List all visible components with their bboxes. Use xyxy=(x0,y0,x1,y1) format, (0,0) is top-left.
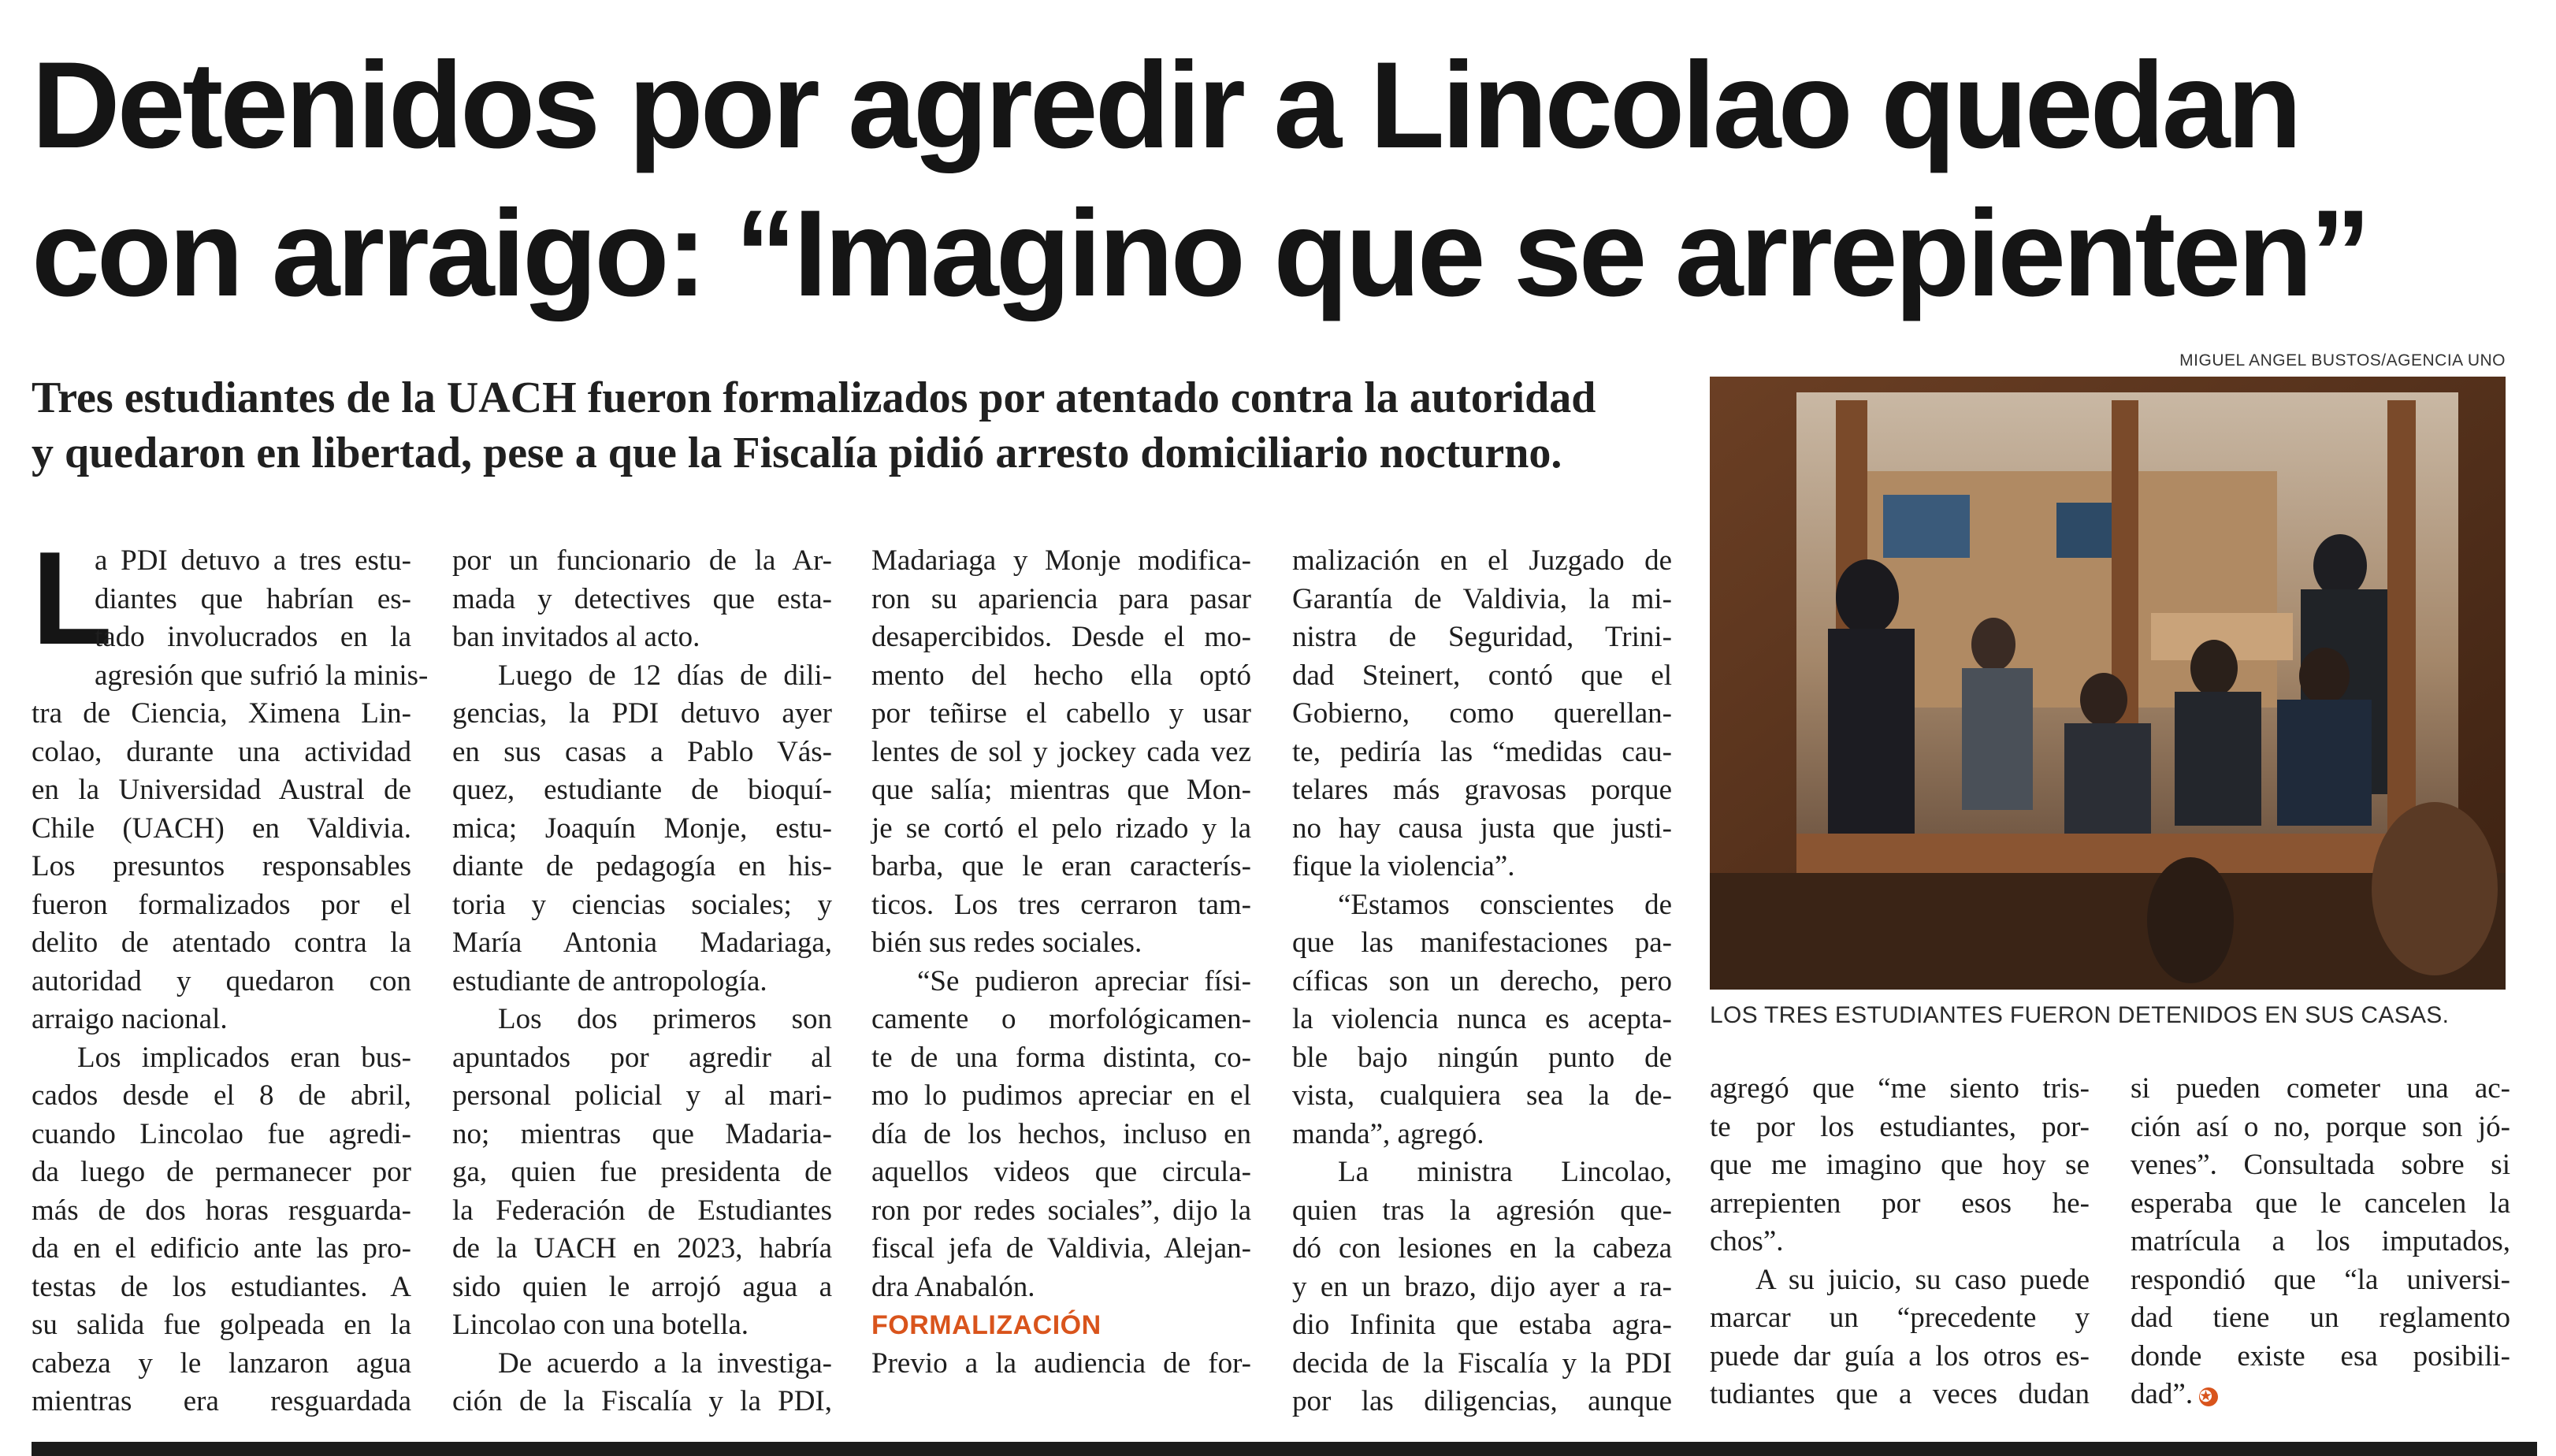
headline xyxy=(32,32,2537,328)
text-line: ron su apariencia para pasar xyxy=(871,582,1251,615)
text-line: desapercibidos. Desde el mo- xyxy=(871,621,1251,653)
text-line: Gobierno, como querellan- xyxy=(1292,697,1672,730)
text-line: por las diligencias, aunque xyxy=(1292,1385,1672,1417)
text-line: Previo a la audiencia de for- xyxy=(871,1346,1251,1380)
text-line: María Antonia Madariaga, xyxy=(452,927,832,959)
text-line: apuntados por agredir al xyxy=(452,1041,832,1074)
text-line: diante de pedagogía en his- xyxy=(452,850,832,882)
text-line: mientras era resguardada xyxy=(32,1385,411,1417)
text-line: camente o morfológicamen- xyxy=(871,1003,1251,1035)
text-line: Los presuntos responsables xyxy=(32,850,411,882)
text-line: que las manifestaciones pa- xyxy=(1292,927,1672,959)
text-line: cados desde el 8 de abril, xyxy=(32,1079,411,1112)
text-line: fiscal jefa de Valdivia, Alejan- xyxy=(871,1232,1251,1265)
text-line: aquellos videos que circula- xyxy=(871,1156,1251,1188)
headline-line-1: Detenidos por agredir a Lincolao quedan xyxy=(32,37,2299,174)
text-line: más de dos horas resguarda- xyxy=(32,1194,411,1227)
text-line: chos”. xyxy=(1710,1225,1784,1257)
text-line: Luego de 12 días de dili- xyxy=(498,659,832,692)
text-line: mo lo pudimos apreciar en el xyxy=(871,1079,1251,1112)
article-column-5 xyxy=(1710,1070,2090,1414)
text-line: quien tras la agresión que- xyxy=(1292,1194,1672,1227)
text-line: arrepienten por esos he- xyxy=(1710,1187,2090,1220)
text-line: barba, que le eran caracterís- xyxy=(871,850,1251,882)
text-line-final xyxy=(2131,1376,2510,1414)
text-line: sido quien le arrojó agua a xyxy=(452,1270,832,1303)
text-line: en la Universidad Austral de xyxy=(32,774,411,806)
text-line: telares más gravosas porque xyxy=(1292,774,1672,806)
article-column-4 xyxy=(1292,542,1672,1421)
text-line: mica; Joaquín Monje, estu- xyxy=(452,812,832,845)
text-line: dó con lesiones en la cabeza xyxy=(1292,1232,1672,1265)
photo-caption: LOS TRES ESTUDIANTES FUERON DETENIDOS EN SUS CASAS. xyxy=(1710,1002,2450,1028)
text-line: “Se pudieron apreciar físi- xyxy=(917,964,1251,997)
text-line: tra de Ciencia, Ximena Lin- xyxy=(32,697,411,730)
text-line: Garantía de Valdivia, la mi- xyxy=(1292,582,1672,615)
text-line: la Federación de Estudiantes xyxy=(452,1194,832,1227)
drop-cap: L xyxy=(32,524,113,672)
text-line: fique la violencia”. xyxy=(1292,850,1515,882)
final-text: dad”. xyxy=(2131,1378,2194,1410)
text-line: lentes de sol y jockey cada vez xyxy=(871,735,1251,768)
text-line: donde existe esa posibili- xyxy=(2131,1339,2510,1372)
text-line: malización en el Juzgado de xyxy=(1292,544,1672,577)
text-line: venes”. Consultada sobre si xyxy=(2131,1149,2510,1181)
text-line: tudiantes que a veces dudan xyxy=(1710,1378,2090,1410)
text-line: A su juicio, su caso puede xyxy=(1755,1263,2090,1296)
text-line: no hay causa justa que justi- xyxy=(1292,812,1672,845)
text-line: te, pediría las “medidas cau- xyxy=(1292,735,1672,768)
text-line: personal policial y al mari- xyxy=(452,1079,832,1112)
text-line: da en el edificio ante las pro- xyxy=(32,1232,411,1265)
photo-credit: MIGUEL ANGEL BUSTOS/AGENCIA UNO xyxy=(2179,351,2506,370)
text-line: de la UACH en 2023, habría xyxy=(452,1232,832,1265)
text-line: cuando Lincolao fue agredi- xyxy=(32,1117,411,1150)
text-line: dio Infinita que estaba agra- xyxy=(1292,1309,1672,1341)
text-line: gencias, la PDI detuvo ayer xyxy=(452,697,832,730)
text-line: no; mientras que Madaria- xyxy=(452,1117,832,1150)
text-line: respondió que “la universi- xyxy=(2131,1263,2510,1296)
text-line: en sus casas a Pablo Vás- xyxy=(452,735,832,768)
text-line: manda”, agregó. xyxy=(1292,1117,1484,1150)
text-line: testas de los estudiantes. A xyxy=(32,1270,411,1303)
text-line: dad tiene un reglamento xyxy=(2131,1302,2510,1334)
text-line: Lincolao con una botella. xyxy=(452,1309,749,1341)
text-line: dra Anabalón. xyxy=(871,1270,1035,1303)
subheadline-line-2: y quedaron en libertad, pese a que la Fiscalía pidió arresto domiciliario nocturno. xyxy=(32,429,1562,477)
text-line: agresión que sufrió la minis- xyxy=(95,659,429,692)
text-line: su salida fue golpeada en la xyxy=(32,1309,411,1341)
headline-line-2: con arraigo: “Imagino que se arrepienten” xyxy=(32,185,2368,322)
courtroom-photo xyxy=(1710,377,2506,990)
subheadline xyxy=(32,370,1663,481)
text-line: toria y ciencias sociales; y xyxy=(452,888,832,921)
article-column-2 xyxy=(452,542,832,1421)
text-line: estudiante de antropología. xyxy=(452,964,767,997)
text-line: je se cortó el pelo rizado y la xyxy=(871,812,1251,845)
text-line: cabeza y le lanzaron agua xyxy=(32,1346,411,1380)
text-line: por teñirse el cabello y usar xyxy=(871,697,1251,730)
text-line: fueron formalizados por el xyxy=(32,888,411,921)
text-line: ble bajo ningún punto de xyxy=(1292,1041,1672,1074)
text-line: bién sus redes sociales. xyxy=(871,927,1142,959)
text-line: delito de atentado contra la xyxy=(32,927,411,959)
text-line: mada y detectives que esta- xyxy=(452,582,832,615)
text-line: Madariaga y Monje modifica- xyxy=(871,544,1251,577)
text-line: quez, estudiante de bioquí- xyxy=(452,774,832,806)
courtroom-photo-illustration xyxy=(1710,377,2506,990)
text-line: a PDI detuvo a tres estu- xyxy=(95,544,411,577)
text-line: agregó que “me siento tris- xyxy=(1710,1072,2090,1105)
text-line: vista, cualquiera sea la de- xyxy=(1292,1079,1672,1112)
text-line: te por los estudiantes, por- xyxy=(1710,1110,2090,1143)
text-line: arraigo nacional. xyxy=(32,1003,228,1035)
text-line: autoridad y quedaron con xyxy=(32,964,411,997)
subheadline-line-1: Tres estudiantes de la UACH fueron formalizados por atentado contra la autoridad xyxy=(32,373,1596,422)
text-line: puede dar guía a los otros es- xyxy=(1710,1339,2090,1372)
text-line: y en un brazo, dijo ayer a ra- xyxy=(1292,1270,1672,1303)
text-line: por un funcionario de la Ar- xyxy=(452,544,832,577)
text-line: De acuerdo a la investiga- xyxy=(498,1346,832,1380)
text-line: la violencia nunca es acepta- xyxy=(1292,1003,1672,1035)
text-line: La ministra Lincolao, xyxy=(1338,1156,1672,1188)
text-line: esperaba que le cancelen la xyxy=(2131,1187,2510,1220)
end-of-article-icon: ✪ xyxy=(2199,1387,2218,1406)
article-column-6 xyxy=(2131,1070,2510,1414)
text-line: Los implicados eran bus- xyxy=(77,1041,411,1074)
text-line: matrícula a los imputados, xyxy=(2131,1225,2510,1257)
text-line: ron por redes sociales”, dijo la xyxy=(871,1194,1251,1227)
text-line: marcar un “precedente y xyxy=(1710,1302,2090,1334)
text-line: te de una forma distinta, co- xyxy=(871,1041,1251,1074)
text-line: “Estamos conscientes de xyxy=(1338,888,1672,921)
text-line: si pueden cometer una ac- xyxy=(2131,1072,2510,1105)
text-line: da luego de permanecer por xyxy=(32,1156,411,1188)
text-line: ticos. Los tres cerraron tam- xyxy=(871,888,1251,921)
text-line: Los dos primeros son xyxy=(498,1003,832,1035)
text-line: que me imagino que hoy se xyxy=(1710,1149,2090,1181)
text-line: tado involucrados en la xyxy=(95,621,411,653)
text-line: cíficas son un derecho, pero xyxy=(1292,964,1672,997)
text-line: dad Steinert, contó que el xyxy=(1292,659,1672,692)
text-line: colao, durante una actividad xyxy=(32,735,411,768)
text-line: que salía; mientras que Mon- xyxy=(871,774,1251,806)
text-line: decida de la Fiscalía y la PDI xyxy=(1292,1346,1672,1380)
text-line: mento del hecho ella optó xyxy=(871,659,1251,692)
text-line: diantes que habrían es- xyxy=(95,582,411,615)
section-heading: FORMALIZACIÓN xyxy=(871,1310,1102,1340)
text-line: ción de la Fiscalía y la PDI, xyxy=(452,1385,832,1417)
bottom-rule xyxy=(32,1442,2537,1456)
text-line: ga, quien fue presidenta de xyxy=(452,1156,832,1188)
text-line: Chile (UACH) en Valdivia. xyxy=(32,812,411,845)
text-line: ban invitados al acto. xyxy=(452,621,700,653)
article-column-3 xyxy=(871,542,1251,1383)
text-line: nistra de Seguridad, Trini- xyxy=(1292,621,1672,653)
article-column-1 xyxy=(32,524,429,1421)
text-line: ción así o no, porque son jó- xyxy=(2131,1110,2510,1143)
text-line: día de los hechos, incluso en xyxy=(871,1117,1251,1150)
